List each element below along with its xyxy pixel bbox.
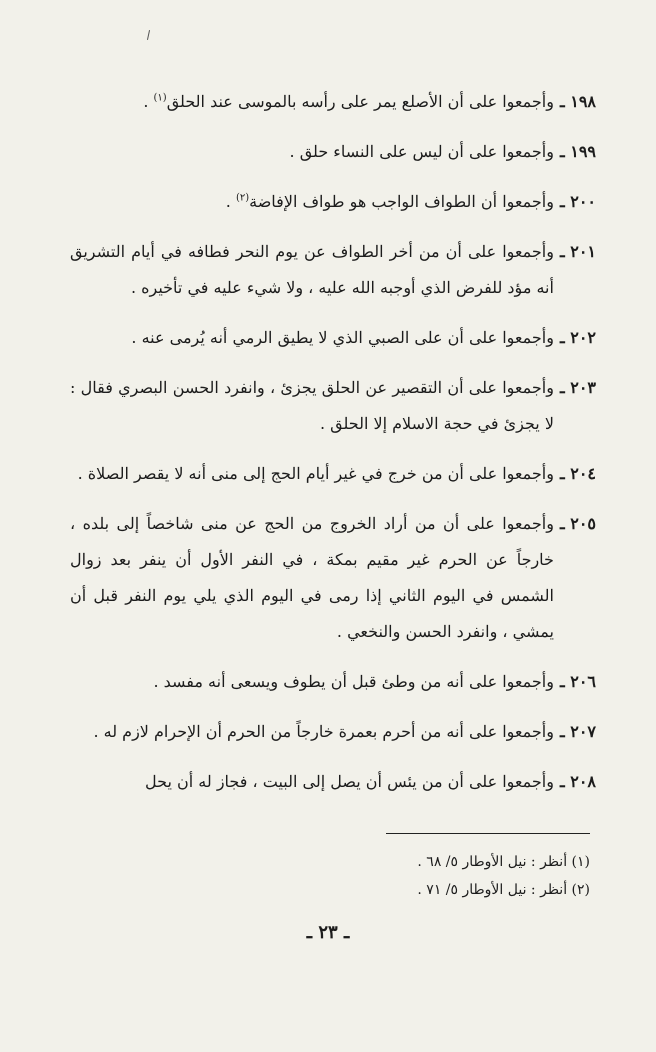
- entry-202: [70, 320, 596, 356]
- entry-207: [70, 714, 596, 750]
- footnote-ref: (١): [153, 92, 167, 104]
- scan-mark: [147, 30, 150, 40]
- footnote-ref: (٢): [235, 192, 250, 204]
- entry-198: [70, 84, 596, 120]
- entry-205: [70, 506, 596, 650]
- entry-203: [70, 370, 596, 442]
- entry-number: ٢٠٧ ـ: [559, 722, 596, 741]
- entry-number: ١٩٨ ـ: [559, 92, 596, 111]
- entry-text: وأجمعوا على أن من يئس أن يصل إلى البيت ، فجاز له أن يحل: [145, 772, 554, 791]
- entry-number: ٢٠٤ ـ: [559, 464, 596, 483]
- entry-201: [70, 234, 596, 306]
- entry-200: [70, 184, 596, 220]
- entry-number: ٢٠٦ ـ: [559, 672, 596, 691]
- entry-number: ٢٠٣ ـ: [559, 378, 596, 397]
- entry-text: وأجمعوا على أن من خرج في غير أيام الحج إلى منى أنه لا يقصر الصلاة .: [77, 464, 554, 483]
- entry-number: ٢٠٥ ـ: [559, 514, 596, 533]
- entry-text: وأجمعوا على أن ليس على النساء حلق .: [289, 142, 554, 161]
- page-number: ـ ٢٣ ـ: [306, 922, 350, 943]
- entry-199: [70, 134, 596, 170]
- footnote-separator: [386, 833, 590, 834]
- entry-number: ١٩٩ ـ: [559, 142, 596, 161]
- entry-text: وأجمعوا على أن التقصير عن الحلق يجزئ ، وانفرد الحسن البصري فقال : لا يجزئ في حجة الاسلام إلا الحلق .: [70, 378, 554, 433]
- footnote-2: (٢) أنظر : نيل الأوطار ٥/ ٧١ .: [417, 882, 590, 898]
- entry-text: وأجمعوا أن الطواف الواجب هو طواف الإفاضة$^{(٢)}$ .: [225, 192, 554, 211]
- entry-number: ٢٠١ ـ: [559, 242, 596, 261]
- entry-text: وأجمعوا على أن من أراد الخروج من الحج عن منى شاخصاً إلى بلده ، خارجاً عن الحرم غير مقيم بمكة ، في النفر الأول أن ينفر بعد زوال الشمس في اليوم الثاني إذا رمى في اليوم الذي يلي يوم النفر قبل أن يمشي ، وانفرد الحسن والنخعي .: [70, 514, 554, 641]
- entry-number: ٢٠٠ ـ: [559, 192, 596, 211]
- main-text: [70, 84, 596, 814]
- entry-204: [70, 456, 596, 492]
- entry-text: وأجمعوا على أنه من وطئ قبل أن يطوف ويسعى أنه مفسد .: [153, 672, 554, 691]
- entry-206: [70, 664, 596, 700]
- footnotes: [70, 848, 590, 904]
- entry-text: وأجمعوا على أن الأصلع يمر على رأسه بالموسى عند الحلق$^{(١)}$ .: [143, 92, 554, 111]
- entry-text: وأجمعوا على أن على الصبي الذي لا يطيق الرمي أنه يُرمى عنه .: [131, 328, 554, 347]
- entry-208: [70, 764, 596, 800]
- entry-number: ٢٠٢ ـ: [559, 328, 596, 347]
- entry-text: وأجمعوا على أن من أخر الطواف عن يوم النحر فطافه في أيام التشريق أنه مؤد للفرض الذي أوجبه الله عليه ، ولا شيء عليه في تأخيره .: [70, 242, 554, 297]
- footnote-1: (١) أنظر : نيل الأوطار ٥/ ٦٨ .: [417, 854, 590, 870]
- entry-text: وأجمعوا على أنه من أحرم بعمرة خارجاً من الحرم أن الإحرام لازم له .: [93, 722, 554, 741]
- entry-number: ٢٠٨ ـ: [559, 772, 596, 791]
